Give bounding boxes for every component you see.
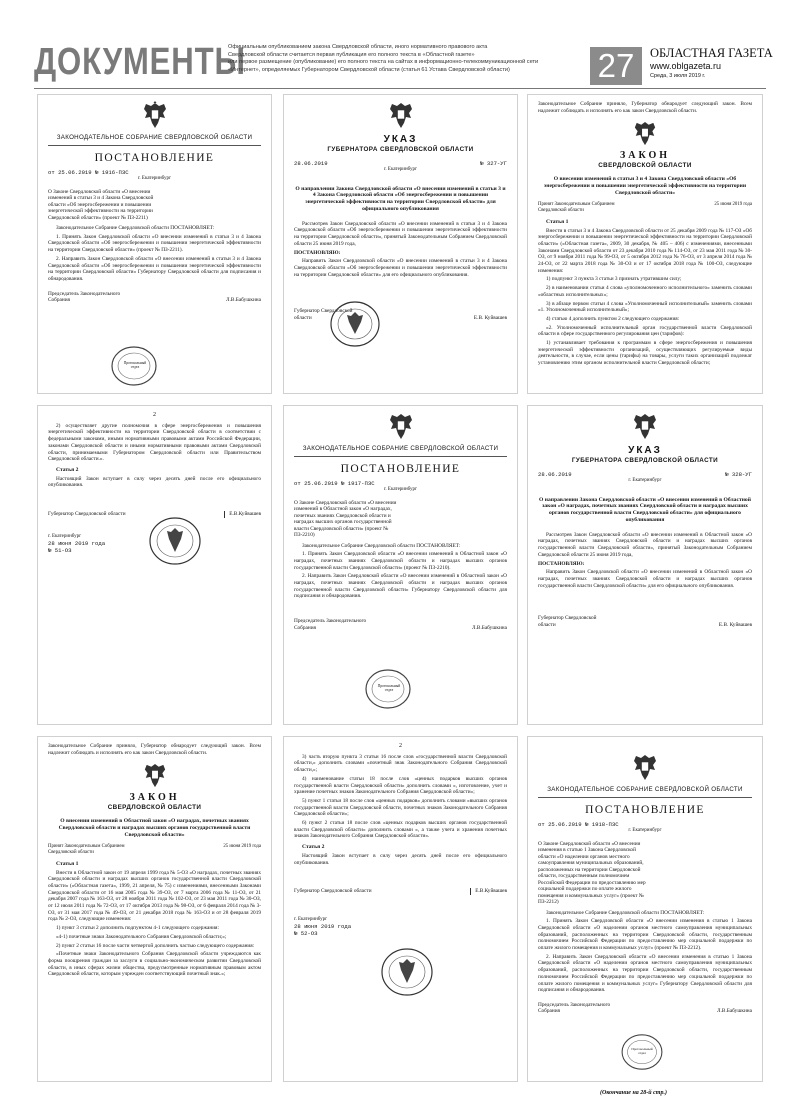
article-heading: Статья 1 — [546, 218, 569, 225]
paragraph: «Почетные знаки Законодательного Собрания Свердловской области учреждаются как форма поощрения граждан за заслуги в социально-экономическом развитии Свердловской области, в иных сферах жизни общества, предусмотренные нормативным правовым актом Свердловской области, которым учрежден соответствующий почетный знак.»; — [48, 951, 261, 978]
doc-kind: ЗАКОН — [129, 792, 180, 804]
org-name: ЗАКОНОДАТЕЛЬНОЕ СОБРАНИЕ СВЕРДЛОВСКОЙ ОБЛАСТИ — [302, 445, 499, 452]
doc-city: г. Екатеринбург — [294, 916, 328, 922]
paragraph: Законодательное Собрание Свердловской области ПОСТАНОВЛЯЕТ: — [302, 542, 461, 549]
doc-intro: Законодательное Собрание приняло, Губернатор обнародует следующий закон. Всем надлежит соблюдать и исполнять его как закон Свердловской области. — [538, 101, 752, 114]
signatory-name: Е.В. Куйвашев — [718, 621, 752, 628]
doc-title: О Законе Свердловской области «О внесении изменений в статьи 3 и 4 Закона Свердловской области «Об энергосбережении и повышении энергетической эффективности на территории Свердловской области» (проект № ПЗ-2211) — [48, 188, 154, 221]
signature-block — [538, 615, 752, 628]
paragraph: Направить Закон Свердловской области «О внесении изменений в статьи 3 и 4 Закона Свердловской области «Об энергосбережении и повышении энергетической эффективности на территории Свердловской области» для его официального опубликования. — [294, 258, 507, 278]
stamp-seal — [380, 947, 434, 997]
stamp-label: Протокольный отдел — [631, 1047, 653, 1056]
doc-title: О внесении изменений в статьи 3 и 4 Закона Свердловской области «Об энергосбережении и повышении энергетической эффективности на территории Свердловской области» — [543, 176, 747, 196]
coat-of-arms-icon — [388, 412, 414, 442]
coat-of-arms-icon — [388, 101, 414, 131]
signatory-title: Председатель Законодательного Собрания — [48, 290, 121, 304]
paragraph: 1. Принять Закон Свердловской области «О внесении изменений в статьи 3 и 4 Закона Свердловской области «Об энергосбережении и повышении энергетической эффективности на территории Свердловской области» (проект № ПЗ-2211). — [48, 233, 261, 254]
accepted-line — [538, 202, 752, 214]
doc-date-number: от 25.06.2019 № 1917-ПЗС — [294, 480, 375, 487]
paragraph: ПОСТАНОВЛЯЮ: — [294, 249, 341, 256]
doc-resolution-1917 — [283, 405, 518, 725]
coat-of-arms-icon — [632, 753, 658, 783]
signatory-name: Е.В.Куйвашев — [470, 888, 507, 895]
signatory-name: Е.В. Куйвашев — [473, 314, 507, 321]
doc-city: г. Екатеринбург — [628, 828, 662, 833]
divider — [538, 797, 752, 798]
paragraph: Внести в статьи 3 и 4 Закона Свердловской области от 25 декабря 2009 года № 117-ОЗ «Об энергосбережении и повышении энергетической эффективности на территории Свердловской области» («Областная газета», 2009, 30 декабря, № 405 – 406) с изменениями, внесенными Законами Свердловской области от 23 декабря 2010 года № 114-ОЗ, от 23 мая 2011 года № 30-ОЗ, от 9 ноября 2011 года № 99-ОЗ, от 5 октября 2012 года № 76-ОЗ, от 3 апреля 2014 года № 24-ОЗ, от 22 марта 2018 года № 30-ОЗ и от 17 октября 2018 года № 100-ОЗ, следующие изменения: — [538, 227, 752, 274]
signatory-title: Губернатор Свердловской области — [294, 888, 372, 895]
org-name: ЗАКОНОДАТЕЛЬНОЕ СОБРАНИЕ СВЕРДЛОВСКОЙ ОБЛАСТИ — [547, 786, 743, 793]
paragraph: ПОСТАНОВЛЯЮ: — [538, 560, 585, 567]
signatory-title: Председатель Законодательного Собрания — [294, 618, 367, 631]
paragraph: Законодательное Собрание Свердловской области ПОСТАНОВЛЯЕТ: — [56, 225, 215, 231]
paragraph: 1) устанавливает требования к программам в сфере энергосбережения и повышения энергетической эффективности организаций, осуществляющих регулируемые виды деятельности, в случае, если цены (тарифы) на товары, услуги таких организаций подлежат установлению этим органом исполнительной власти Свердловской области; — [538, 340, 752, 367]
stamp-label: Протокольный отдел — [377, 684, 401, 693]
doc-number: № 327-УГ — [480, 160, 507, 167]
doc-city: г. Екатеринбург — [383, 167, 418, 172]
signature-block — [294, 308, 507, 321]
signatory-name: Л.В.Бабушкина — [226, 297, 261, 304]
paragraph: 4) статью 4 дополнить пунктом 2 следующего содержания: — [546, 315, 680, 322]
accepted-by: Принят Законодательным Собранием Свердловской области — [48, 843, 125, 855]
doc-resolution-1916 — [37, 94, 272, 394]
paragraph: Настоящий Закон вступает в силу через десять дней после его официального опубликования. — [294, 852, 507, 866]
newspaper-site[interactable]: www.oblgazeta.ru — [650, 61, 722, 71]
doc-date: 28 июня 2019 года — [294, 923, 352, 931]
accepted-by: Принят Законодательным Собранием Свердловской области — [538, 201, 615, 213]
paragraph: 1) подпункт 3 пункта 3 статьи 3 признать утратившим силу; — [546, 276, 682, 283]
paragraph: Законодательное Собрание Свердловской области ПОСТАНОВЛЯЕТ: — [546, 909, 705, 916]
doc-number: № 328-УГ — [725, 471, 752, 478]
org-name: ГУБЕРНАТОРА СВЕРДЛОВСКОЙ ОБЛАСТИ — [571, 457, 719, 464]
signature-block — [538, 1002, 752, 1015]
doc-law-energy — [527, 94, 763, 394]
paragraph: 3) часть вторую пункта 3 статьи 16 после слов «государственной власти Свердловской области,» дополнить словами «почетный знак Законодательного Собрания Свердловской области,»; — [294, 753, 507, 774]
doc-decree-327 — [283, 94, 518, 394]
doc-kind: ПОСТАНОВЛЕНИЕ — [585, 804, 705, 816]
paragraph: 1. Принять Закон Свердловской области «О внесении изменения в статью 1 Закона Свердловской области «О наделении органов местного самоуправления муниципальных образований, расположенных на территории Свердловской области, государственным полномочием Российской Федерации по предоставлению мер социальной поддержки по оплате жилого помещения и коммунальных услуг» (проект № ПЗ-2212). — [538, 918, 752, 952]
org-name: ЗАКОНОДАТЕЛЬНОЕ СОБРАНИЕ СВЕРДЛОВСКОЙ ОБЛАСТИ — [56, 134, 253, 141]
divider — [294, 456, 507, 457]
doc-title: О Законе Свердловской области «О внесении изменений в Областной закон «О наградах, почетных званиях Свердловской области и наградах высших органов государственной власти Свердловской области» (проект № ПЗ-2210) — [294, 499, 397, 538]
paragraph: 3) в абзаце первом статьи 4 слова «Уполномоченный исполнительный» заменить словами «1. Уполномоченный исполнительный»; — [538, 300, 752, 314]
paragraph: 2) осуществляет другие полномочия в сфере энергосбережения и повышения энергетической эффективности на территории Свердловской области в соответствии с федеральными законами, иными нормативными правовыми актами Российской Федерации, законами Свердловской области и иными нормативными правовыми актами Свердловской области, принимаемыми Губернатором Свердловской области или Правительством Свердловской области.». — [48, 422, 261, 463]
org-name: ГУБЕРНАТОРА СВЕРДЛОВСКОЙ ОБЛАСТИ — [327, 146, 474, 153]
doc-city: г. Екатеринбург — [137, 176, 172, 181]
doc-resolution-1918 — [527, 736, 763, 1082]
paragraph: «2. Уполномоченный исполнительный орган государственной власти Свердловской области в сфере государственного регулирования цен (тарифов): — [538, 324, 752, 338]
signature-block — [294, 618, 507, 631]
paragraph: 1) пункт 3 статьи 2 дополнить подпунктом 4-1 следующего содержания: — [56, 925, 219, 932]
doc-date-number — [294, 160, 507, 167]
paragraph: Настоящий Закон вступает в силу через десять дней после его официального опубликования. — [48, 475, 261, 489]
notice-line: Свердловской области считается первая публикация его полного текста в «Областной газете» — [228, 51, 475, 58]
doc-title: О направлении Закона Свердловской области «О внесении изменений в статьи 3 и 4 Закона Свердловской области «Об энергосбережении и повышении энергетической эффективности на территории Свердловской области» для официального опубликования — [295, 185, 506, 212]
notice-line: Официальным опубликованием закона Свердловской области, иного нормативного правового акта — [228, 44, 488, 50]
paragraph: 5) пункт 1 статьи 18 после слов «ценных подарков» дополнить словами «высших органов государственной власти Свердловской области, почетных знаков Законодательного Собрания Свердловской области»; — [294, 797, 507, 818]
divider — [48, 145, 261, 146]
notice-line: «Интернет», определяемых Губернатором Свердловской области (статья 61 Устава Свердловской области) — [228, 66, 510, 73]
doc-decree-328 — [527, 405, 763, 725]
doc-kind: ПОСТАНОВЛЕНИЕ — [94, 152, 215, 164]
paragraph: 2. Направить Закон Свердловской области «О внесении изменения в статью 1 Закона Свердловской области «О наделении органов местного самоуправления муниципальных образований, расположенных на территории Свердловской области, государственным полномочием Российской Федерации по предоставлению мер социальной поддержки по оплате жилого помещения и коммунальных услуг» Губернатору Свердловской области для подписания и обнародования. — [538, 953, 752, 994]
doc-date-number: от 25.06.2019 № 1916-ПЗС — [48, 169, 129, 176]
signatory-name: Л.В.Бабушкина — [717, 1008, 752, 1015]
coat-of-arms-icon — [143, 762, 167, 790]
article-heading: Статья 2 — [56, 466, 79, 473]
org-name: СВЕРДЛОВСКОЙ ОБЛАСТИ — [598, 162, 692, 170]
doc-intro: Законодательное Собрание приняло, Губернатор обнародует следующий закон. Всем надлежит соблюдать и исполнять его как закон Свердловской области. — [48, 743, 261, 756]
doc-law-awards — [37, 736, 272, 1082]
page-number: 2 — [399, 743, 402, 749]
signature-block — [294, 888, 507, 895]
paragraph: 2. Направить Закон Свердловской области «О внесении изменений в статьи 3 и 4 Закона Свердловской области «Об энергосбережении и повышении энергетической эффективности на территории Свердловской области» Губернатору Свердловской области для подписания и обнародования. — [48, 255, 261, 282]
org-name: СВЕРДЛОВСКОЙ ОБЛАСТИ — [107, 804, 202, 812]
doc-date-number: от 25.06.2019 № 1918-ПЗС — [538, 821, 619, 828]
coat-of-arms-icon — [632, 412, 658, 442]
signatory-title: Губернатор Свердловской области — [294, 308, 353, 321]
accepted-date: 25 июня 2019 года — [223, 843, 261, 849]
signatory-name: Л.В.Бабушкина — [472, 624, 507, 631]
signatory-title: Председатель Законодательного Собрания — [538, 1001, 611, 1015]
newspaper-name: ОБЛАСТНАЯ ГАЗЕТА — [650, 46, 773, 60]
doc-date-number — [538, 471, 752, 478]
doc-kind: УКАЗ — [383, 134, 418, 145]
accepted-line — [48, 844, 261, 856]
stamp-label: Протокольный отдел — [123, 361, 147, 370]
article-heading: Статья 1 — [56, 860, 79, 867]
coat-of-arms-icon — [633, 120, 657, 148]
masthead-divider — [34, 88, 766, 89]
doc-city: г. Екатеринбург — [628, 478, 662, 483]
page-number: 27 — [590, 47, 642, 85]
doc-city: г. Екатеринбург — [383, 487, 418, 492]
stamp-seal — [329, 300, 381, 348]
doc-kind: ПОСТАНОВЛЕНИЕ — [340, 463, 461, 475]
doc-number: № 52-ОЗ — [294, 930, 318, 938]
signatory-title: Губернатор Свердловской области — [538, 615, 597, 628]
doc-number: № 51-ОЗ — [48, 547, 72, 555]
doc-title: О внесении изменений в Областной закон «О наградах, почетных званиях Свердловской области и наградах высших органов государственной власти Свердловской области» — [58, 818, 251, 838]
paragraph: 6) пункт 2 статьи 18 после слов «ценных подарков высших органов государственной власти Свердловской области» дополнить словами «, а также учета и хранения почетных знаков Законодательного Собрания Свердловской области». — [294, 820, 507, 840]
paragraph: Рассмотрев Закон Свердловской области «О внесении изменений в Областной закон «О наградах, почетных званиях Свердловской области и наградах высших органов государственной власти Свердловской области», принятый Законодательным Собранием Свердловской области 25 июня 2019 года, — [538, 531, 752, 558]
page-number: 2 — [153, 412, 156, 418]
paragraph: «4-1) почетные знаки Законодательного Собрания Свердловской области;»; — [56, 933, 227, 940]
doc-title: О направлении Закона Свердловской области «О внесении изменений в Областной закон «О наградах, почетных званиях Свердловской области и наградах высших органов государственной власти Свердловской области» для официального опубликования — [539, 496, 751, 523]
paragraph: 2) пункт 2 статьи 16 после части четвертой дополнить частью следующего содержания: — [56, 942, 255, 949]
continuation-note: (Окончание на 28-й стр.) — [600, 1090, 667, 1096]
paragraph: 2. Направить Закон Свердловской области «О внесении изменений в Областной закон «О наградах, почетных званиях Свердловской области и наградах высших органов государственной власти Свердловской области» Губернатору Свердловской области для подписания и обнародования. — [294, 573, 507, 600]
paragraph: 4) наименование статьи 18 после слов «ценных подарков высших органов государственной власти Свердловской области» дополнить словами «, изготовление, учет и хранение почетных знаков Законодательного Собрания Свердловской области»; — [294, 775, 507, 796]
paragraph: 2) в наименовании статьи 4 слова «уполномоченного исполнительного» заменить словами «областных исполнительных»; — [538, 285, 752, 298]
doc-date: 28.06.2019 — [294, 160, 328, 167]
doc-kind: ЗАКОН — [619, 150, 671, 162]
signatory-title: Губернатор Свердловской области — [48, 511, 126, 518]
signatory-name: Е.В.Куйвашев — [224, 511, 261, 518]
doc-title: О Законе Свердловской области «О внесении изменения в статью 1 Закона Свердловской области «О наделении органов местного самоуправления муниципальных образований, расположенных на территории Свердловской области, государственным полномочием Российской Федерации по предоставлению мер социальной поддержки по оплате жилого помещения и коммунальных услуг» (проект № ПЗ-2212) — [538, 840, 646, 905]
doc-law-awards-page2 — [283, 736, 518, 1082]
paragraph: Внести в Областной закон от 19 апреля 1999 года № 5-ОЗ «О наградах, почетных званиях Свердловской области и наградах высших органов государственной власти Свердловской области» («Областная газета», 1999, 21 апреля, № 75) с изменениями, внесенными Законами Свердловской области от 16 мая 2005 года № 39-ОЗ, от 7 марта 2006 года № 11-ОЗ, от 21 декабря 2007 года № 163-ОЗ, от 28 ноября 2011 года № 102-ОЗ, от 23 мая 2011 года № 30-ОЗ, от 12 июля 2011 года № 72-ОЗ, от 17 октября 2013 года № 98-ОЗ, от 6 февраля 2014 года № 3-ОЗ, от 31 мая 2017 года № 49-ОЗ, от 21 декабря 2018 года № 163-ОЗ и от 28 февраля 2019 года № 2-ОЗ, следующие изменения: — [48, 869, 261, 923]
issue-date: Среда, 3 июля 2019 г. — [650, 73, 706, 79]
paragraph: Направить Закон Свердловской области «О внесении изменений в Областной закон «О наградах, почетных званиях Свердловской области и наградах высших органов государственной власти Свердловской области» для его официального опубликования. — [538, 569, 752, 589]
article-heading: Статья 2 — [302, 844, 325, 851]
doc-law-energy-page2 — [37, 405, 272, 725]
coat-of-arms-icon — [142, 101, 168, 131]
doc-kind: УКАЗ — [628, 445, 662, 456]
masthead — [0, 0, 800, 88]
paragraph: Рассмотрев Закон Свердловской области «О внесении изменений в статьи 3 и 4 Закона Свердловской области «Об энергосбережении и повышении энергетической эффективности на территории Свердловской области», принятый Законодательным Собранием Свердловской области 25 июня 2019 года, — [294, 220, 507, 247]
doc-city: г. Екатеринбург — [48, 533, 82, 539]
signature-block — [48, 291, 261, 304]
doc-date: 28.06.2019 — [538, 471, 572, 478]
notice-line: или первое размещение (опубликование) его полного текста на сайтах в информационно-телекоммуникационной сети — [228, 59, 539, 66]
accepted-date: 25 июня 2019 года — [714, 201, 752, 207]
stamp-seal — [148, 516, 202, 566]
publication-notice — [228, 44, 580, 74]
section-title: ДОКУМЕНТЫ — [34, 41, 246, 83]
doc-date: 28 июня 2019 года — [48, 540, 106, 548]
paragraph: 1. Принять Закон Свердловской области «О внесении изменений в Областной закон «О наградах, почетных званиях Свердловской области и наградах высших органов государственной власти Свердловской области» (проект № ПЗ-2210). — [294, 551, 507, 571]
